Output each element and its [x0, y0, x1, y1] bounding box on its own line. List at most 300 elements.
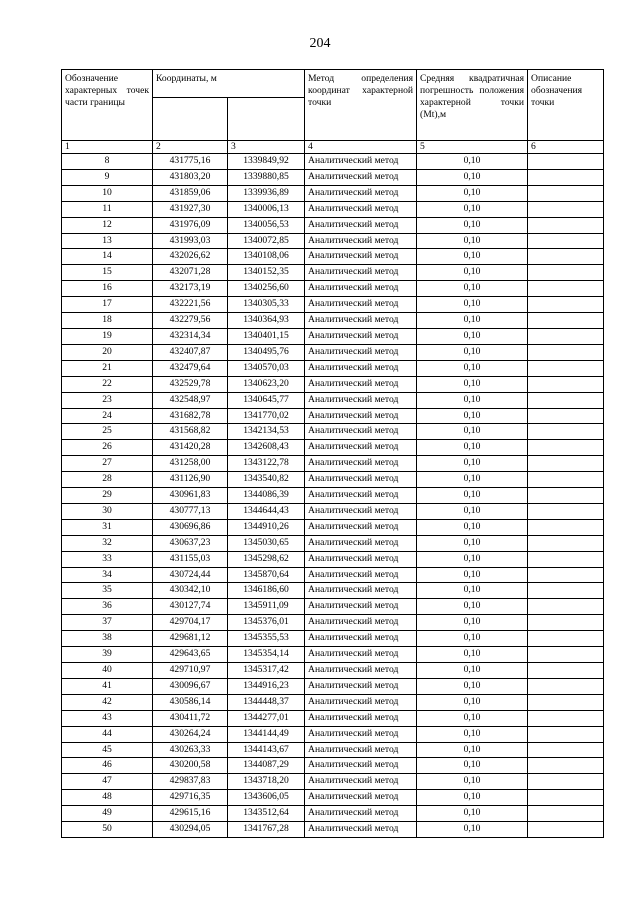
- method-cell: Аналитический метод: [305, 456, 417, 472]
- coordinate-y: 1340305,33: [228, 297, 305, 313]
- coordinate-y: 1340364,93: [228, 313, 305, 329]
- header-coordinates: Координаты, м: [153, 70, 305, 98]
- method-cell: Аналитический метод: [305, 408, 417, 424]
- point-number: 26: [62, 440, 153, 456]
- header-y-cell: [228, 98, 305, 141]
- table-row: [62, 344, 604, 360]
- coordinate-y: 1339849,92: [228, 154, 305, 170]
- error-cell: 0,10: [417, 344, 528, 360]
- coordinate-y: 1341770,02: [228, 408, 305, 424]
- error-cell: 0,10: [417, 710, 528, 726]
- point-number: 42: [62, 694, 153, 710]
- method-cell: Аналитический метод: [305, 599, 417, 615]
- coordinate-y: 1344916,23: [228, 678, 305, 694]
- column-number: 2: [153, 141, 228, 154]
- coordinate-y: 1341767,28: [228, 822, 305, 838]
- point-number: 45: [62, 742, 153, 758]
- coordinate-x: 430096,67: [153, 678, 228, 694]
- error-cell: 0,10: [417, 392, 528, 408]
- error-cell: 0,10: [417, 328, 528, 344]
- coordinate-x: 429643,65: [153, 647, 228, 663]
- error-cell: 0,10: [417, 265, 528, 281]
- method-cell: Аналитический метод: [305, 774, 417, 790]
- point-number: 11: [62, 201, 153, 217]
- column-number-row: [62, 141, 604, 154]
- coordinate-y: 1340072,85: [228, 233, 305, 249]
- point-number: 32: [62, 535, 153, 551]
- table-row: [62, 631, 604, 647]
- coordinate-x: 432173,19: [153, 281, 228, 297]
- point-number: 35: [62, 583, 153, 599]
- coordinate-x: 431258,00: [153, 456, 228, 472]
- point-number: 28: [62, 472, 153, 488]
- description-cell: [528, 535, 604, 551]
- coordinate-y: 1344448,37: [228, 694, 305, 710]
- description-cell: [528, 201, 604, 217]
- coordinate-x: 429716,35: [153, 790, 228, 806]
- method-cell: Аналитический метод: [305, 440, 417, 456]
- table-row: [62, 440, 604, 456]
- table-row: [62, 376, 604, 392]
- description-cell: [528, 774, 604, 790]
- method-cell: Аналитический метод: [305, 567, 417, 583]
- point-number: 13: [62, 233, 153, 249]
- coordinate-y: 1340006,13: [228, 201, 305, 217]
- error-cell: 0,10: [417, 472, 528, 488]
- coordinate-y: 1339936,89: [228, 185, 305, 201]
- method-cell: Аналитический метод: [305, 663, 417, 679]
- coordinate-y: 1342134,53: [228, 424, 305, 440]
- point-number: 50: [62, 822, 153, 838]
- coordinate-y: 1343512,64: [228, 806, 305, 822]
- description-cell: [528, 758, 604, 774]
- table-row: [62, 424, 604, 440]
- description-cell: [528, 790, 604, 806]
- coordinate-x: 432407,87: [153, 344, 228, 360]
- point-number: 24: [62, 408, 153, 424]
- description-cell: [528, 313, 604, 329]
- method-cell: Аналитический метод: [305, 726, 417, 742]
- point-number: 19: [62, 328, 153, 344]
- error-cell: 0,10: [417, 201, 528, 217]
- table-body: [62, 154, 604, 838]
- coordinate-x: 432529,78: [153, 376, 228, 392]
- error-cell: 0,10: [417, 631, 528, 647]
- coordinate-x: 431126,90: [153, 472, 228, 488]
- description-cell: [528, 647, 604, 663]
- coordinate-y: 1345354,14: [228, 647, 305, 663]
- description-cell: [528, 360, 604, 376]
- description-cell: [528, 265, 604, 281]
- description-cell: [528, 392, 604, 408]
- method-cell: Аналитический метод: [305, 249, 417, 265]
- coordinate-y: 1343122,78: [228, 456, 305, 472]
- point-number: 47: [62, 774, 153, 790]
- error-cell: 0,10: [417, 663, 528, 679]
- point-number: 44: [62, 726, 153, 742]
- method-cell: Аналитический метод: [305, 678, 417, 694]
- point-number: 46: [62, 758, 153, 774]
- method-cell: Аналитический метод: [305, 376, 417, 392]
- table-row: [62, 742, 604, 758]
- method-cell: Аналитический метод: [305, 233, 417, 249]
- error-cell: 0,10: [417, 376, 528, 392]
- coordinate-x: 430263,33: [153, 742, 228, 758]
- method-cell: Аналитический метод: [305, 488, 417, 504]
- table-row: [62, 503, 604, 519]
- header-error: Средняя квадратичная погрешность положения характерной точки (Mt),м: [417, 70, 528, 141]
- error-cell: 0,10: [417, 758, 528, 774]
- point-number: 34: [62, 567, 153, 583]
- coordinate-x: 429710,97: [153, 663, 228, 679]
- description-cell: [528, 726, 604, 742]
- error-cell: 0,10: [417, 567, 528, 583]
- coordinate-x: 432221,56: [153, 297, 228, 313]
- header-method: Метод определения координат характерной точки: [305, 70, 417, 141]
- table-row: [62, 233, 604, 249]
- point-number: 49: [62, 806, 153, 822]
- coordinate-x: 432071,28: [153, 265, 228, 281]
- point-number: 36: [62, 599, 153, 615]
- coordinates-table: [61, 69, 604, 838]
- table-row: [62, 328, 604, 344]
- error-cell: 0,10: [417, 647, 528, 663]
- point-number: 40: [62, 663, 153, 679]
- description-cell: [528, 328, 604, 344]
- error-cell: 0,10: [417, 742, 528, 758]
- table-row: [62, 583, 604, 599]
- error-cell: 0,10: [417, 774, 528, 790]
- header-x-cell: [153, 98, 228, 141]
- coordinate-x: 431682,78: [153, 408, 228, 424]
- method-cell: Аналитический метод: [305, 583, 417, 599]
- description-cell: [528, 297, 604, 313]
- table-row: [62, 694, 604, 710]
- description-cell: [528, 599, 604, 615]
- description-cell: [528, 551, 604, 567]
- error-cell: 0,10: [417, 154, 528, 170]
- coordinate-x: 430342,10: [153, 583, 228, 599]
- method-cell: Аналитический метод: [305, 806, 417, 822]
- description-cell: [528, 488, 604, 504]
- header-point-designation: Обозначение характерных точек части границы: [62, 70, 153, 141]
- coordinate-y: 1340108,06: [228, 249, 305, 265]
- coordinate-y: 1343718,20: [228, 774, 305, 790]
- coordinate-x: 431976,09: [153, 217, 228, 233]
- coordinate-x: 429615,16: [153, 806, 228, 822]
- coordinate-y: 1342608,43: [228, 440, 305, 456]
- method-cell: Аналитический метод: [305, 201, 417, 217]
- error-cell: 0,10: [417, 822, 528, 838]
- point-number: 27: [62, 456, 153, 472]
- table-row: [62, 806, 604, 822]
- description-cell: [528, 503, 604, 519]
- description-cell: [528, 583, 604, 599]
- coordinate-y: 1343606,05: [228, 790, 305, 806]
- table-row: [62, 774, 604, 790]
- coordinate-x: 430200,58: [153, 758, 228, 774]
- coordinate-y: 1344910,26: [228, 519, 305, 535]
- coordinate-y: 1340570,03: [228, 360, 305, 376]
- coordinate-x: 430696,86: [153, 519, 228, 535]
- method-cell: Аналитический метод: [305, 328, 417, 344]
- coordinate-y: 1344086,39: [228, 488, 305, 504]
- error-cell: 0,10: [417, 185, 528, 201]
- coordinate-x: 431927,30: [153, 201, 228, 217]
- method-cell: Аналитический метод: [305, 424, 417, 440]
- error-cell: 0,10: [417, 249, 528, 265]
- coordinate-y: 1345355,53: [228, 631, 305, 647]
- description-cell: [528, 408, 604, 424]
- coordinate-x: 432479,64: [153, 360, 228, 376]
- page-number: 204: [309, 36, 331, 51]
- description-cell: [528, 663, 604, 679]
- method-cell: Аналитический метод: [305, 392, 417, 408]
- table-row: [62, 201, 604, 217]
- coordinate-y: 1345298,62: [228, 551, 305, 567]
- point-number: 9: [62, 169, 153, 185]
- table-row: [62, 249, 604, 265]
- coordinate-y: 1339880,85: [228, 169, 305, 185]
- point-number: 33: [62, 551, 153, 567]
- table-row: [62, 169, 604, 185]
- description-cell: [528, 169, 604, 185]
- table-row: [62, 185, 604, 201]
- description-cell: [528, 742, 604, 758]
- error-cell: 0,10: [417, 551, 528, 567]
- description-cell: [528, 424, 604, 440]
- method-cell: Аналитический метод: [305, 503, 417, 519]
- table-row: [62, 313, 604, 329]
- coordinate-y: 1340056,53: [228, 217, 305, 233]
- description-cell: [528, 806, 604, 822]
- coordinate-y: 1340152,35: [228, 265, 305, 281]
- table-row: [62, 822, 604, 838]
- method-cell: Аналитический метод: [305, 519, 417, 535]
- point-number: 25: [62, 424, 153, 440]
- coordinate-y: 1340401,15: [228, 328, 305, 344]
- coordinate-x: 431568,82: [153, 424, 228, 440]
- error-cell: 0,10: [417, 297, 528, 313]
- table-row: [62, 567, 604, 583]
- coordinate-y: 1345317,42: [228, 663, 305, 679]
- table-row: [62, 392, 604, 408]
- method-cell: Аналитический метод: [305, 822, 417, 838]
- point-number: 30: [62, 503, 153, 519]
- description-cell: [528, 440, 604, 456]
- error-cell: 0,10: [417, 281, 528, 297]
- coordinate-y: 1344644,43: [228, 503, 305, 519]
- table-row: [62, 488, 604, 504]
- method-cell: Аналитический метод: [305, 631, 417, 647]
- coordinate-x: 431993,03: [153, 233, 228, 249]
- coordinate-x: 430127,74: [153, 599, 228, 615]
- error-cell: 0,10: [417, 519, 528, 535]
- method-cell: Аналитический метод: [305, 154, 417, 170]
- error-cell: 0,10: [417, 678, 528, 694]
- coordinate-y: 1340623,20: [228, 376, 305, 392]
- coordinate-x: 432026,62: [153, 249, 228, 265]
- error-cell: 0,10: [417, 790, 528, 806]
- description-cell: [528, 249, 604, 265]
- point-number: 37: [62, 615, 153, 631]
- point-number: 39: [62, 647, 153, 663]
- column-number: 6: [528, 141, 604, 154]
- coordinate-x: 429704,17: [153, 615, 228, 631]
- coordinate-x: 430961,83: [153, 488, 228, 504]
- coordinate-y: 1344144,49: [228, 726, 305, 742]
- coordinate-y: 1344277,01: [228, 710, 305, 726]
- column-number: 5: [417, 141, 528, 154]
- coordinate-y: 1340256,60: [228, 281, 305, 297]
- error-cell: 0,10: [417, 456, 528, 472]
- error-cell: 0,10: [417, 726, 528, 742]
- error-cell: 0,10: [417, 599, 528, 615]
- table-row: [62, 710, 604, 726]
- coordinate-y: 1345870,64: [228, 567, 305, 583]
- description-cell: [528, 472, 604, 488]
- description-cell: [528, 154, 604, 170]
- error-cell: 0,10: [417, 488, 528, 504]
- method-cell: Аналитический метод: [305, 710, 417, 726]
- coordinate-x: 430411,72: [153, 710, 228, 726]
- table-row: [62, 472, 604, 488]
- table-row: [62, 599, 604, 615]
- coordinate-x: 432279,56: [153, 313, 228, 329]
- point-number: 29: [62, 488, 153, 504]
- coordinate-y: 1343540,82: [228, 472, 305, 488]
- point-number: 15: [62, 265, 153, 281]
- description-cell: [528, 567, 604, 583]
- error-cell: 0,10: [417, 615, 528, 631]
- coordinate-x: 430264,24: [153, 726, 228, 742]
- error-cell: 0,10: [417, 424, 528, 440]
- method-cell: Аналитический метод: [305, 297, 417, 313]
- description-cell: [528, 376, 604, 392]
- description-cell: [528, 631, 604, 647]
- description-cell: [528, 519, 604, 535]
- method-cell: Аналитический метод: [305, 551, 417, 567]
- table-row: [62, 456, 604, 472]
- coordinate-x: 429837,83: [153, 774, 228, 790]
- table-row: [62, 647, 604, 663]
- error-cell: 0,10: [417, 169, 528, 185]
- column-number: 1: [62, 141, 153, 154]
- table-row: [62, 281, 604, 297]
- table-row: [62, 297, 604, 313]
- method-cell: Аналитический метод: [305, 742, 417, 758]
- header-description: Описание обозначения точки: [528, 70, 604, 141]
- table-row: [62, 758, 604, 774]
- description-cell: [528, 233, 604, 249]
- error-cell: 0,10: [417, 694, 528, 710]
- table-row: [62, 519, 604, 535]
- coordinate-y: 1345030,65: [228, 535, 305, 551]
- point-number: 20: [62, 344, 153, 360]
- coordinate-y: 1340495,76: [228, 344, 305, 360]
- description-cell: [528, 615, 604, 631]
- coordinate-x: 430586,14: [153, 694, 228, 710]
- point-number: 12: [62, 217, 153, 233]
- description-cell: [528, 281, 604, 297]
- method-cell: Аналитический метод: [305, 790, 417, 806]
- method-cell: Аналитический метод: [305, 758, 417, 774]
- method-cell: Аналитический метод: [305, 344, 417, 360]
- method-cell: Аналитический метод: [305, 535, 417, 551]
- method-cell: Аналитический метод: [305, 265, 417, 281]
- point-number: 17: [62, 297, 153, 313]
- point-number: 41: [62, 678, 153, 694]
- method-cell: Аналитический метод: [305, 615, 417, 631]
- table-row: [62, 535, 604, 551]
- error-cell: 0,10: [417, 806, 528, 822]
- point-number: 21: [62, 360, 153, 376]
- coordinate-x: 431803,20: [153, 169, 228, 185]
- error-cell: 0,10: [417, 313, 528, 329]
- point-number: 18: [62, 313, 153, 329]
- table-row: [62, 265, 604, 281]
- coordinate-y: 1340645,77: [228, 392, 305, 408]
- point-number: 16: [62, 281, 153, 297]
- table-row: [62, 154, 604, 170]
- coordinate-x: 430777,13: [153, 503, 228, 519]
- method-cell: Аналитический метод: [305, 472, 417, 488]
- point-number: 48: [62, 790, 153, 806]
- description-cell: [528, 456, 604, 472]
- coordinate-x: 429681,12: [153, 631, 228, 647]
- coordinate-y: 1345376,01: [228, 615, 305, 631]
- description-cell: [528, 185, 604, 201]
- coordinate-x: 430724,44: [153, 567, 228, 583]
- method-cell: Аналитический метод: [305, 360, 417, 376]
- point-number: 10: [62, 185, 153, 201]
- method-cell: Аналитический метод: [305, 694, 417, 710]
- coordinate-x: 432548,97: [153, 392, 228, 408]
- error-cell: 0,10: [417, 360, 528, 376]
- point-number: 22: [62, 376, 153, 392]
- point-number: 31: [62, 519, 153, 535]
- column-number: 3: [228, 141, 305, 154]
- error-cell: 0,10: [417, 583, 528, 599]
- method-cell: Аналитический метод: [305, 217, 417, 233]
- point-number: 38: [62, 631, 153, 647]
- error-cell: 0,10: [417, 217, 528, 233]
- description-cell: [528, 694, 604, 710]
- table-row: [62, 663, 604, 679]
- error-cell: 0,10: [417, 440, 528, 456]
- column-number: 4: [305, 141, 417, 154]
- description-cell: [528, 217, 604, 233]
- table-row: [62, 615, 604, 631]
- error-cell: 0,10: [417, 408, 528, 424]
- point-number: 23: [62, 392, 153, 408]
- description-cell: [528, 344, 604, 360]
- error-cell: 0,10: [417, 535, 528, 551]
- method-cell: Аналитический метод: [305, 647, 417, 663]
- point-number: 43: [62, 710, 153, 726]
- coordinate-y: 1344143,67: [228, 742, 305, 758]
- coordinate-x: 431155,03: [153, 551, 228, 567]
- coordinate-y: 1345911,09: [228, 599, 305, 615]
- coordinate-x: 431775,16: [153, 154, 228, 170]
- point-number: 8: [62, 154, 153, 170]
- method-cell: Аналитический метод: [305, 185, 417, 201]
- method-cell: Аналитический метод: [305, 281, 417, 297]
- description-cell: [528, 822, 604, 838]
- coordinate-y: 1344087,29: [228, 758, 305, 774]
- table-row: [62, 217, 604, 233]
- table-row: [62, 408, 604, 424]
